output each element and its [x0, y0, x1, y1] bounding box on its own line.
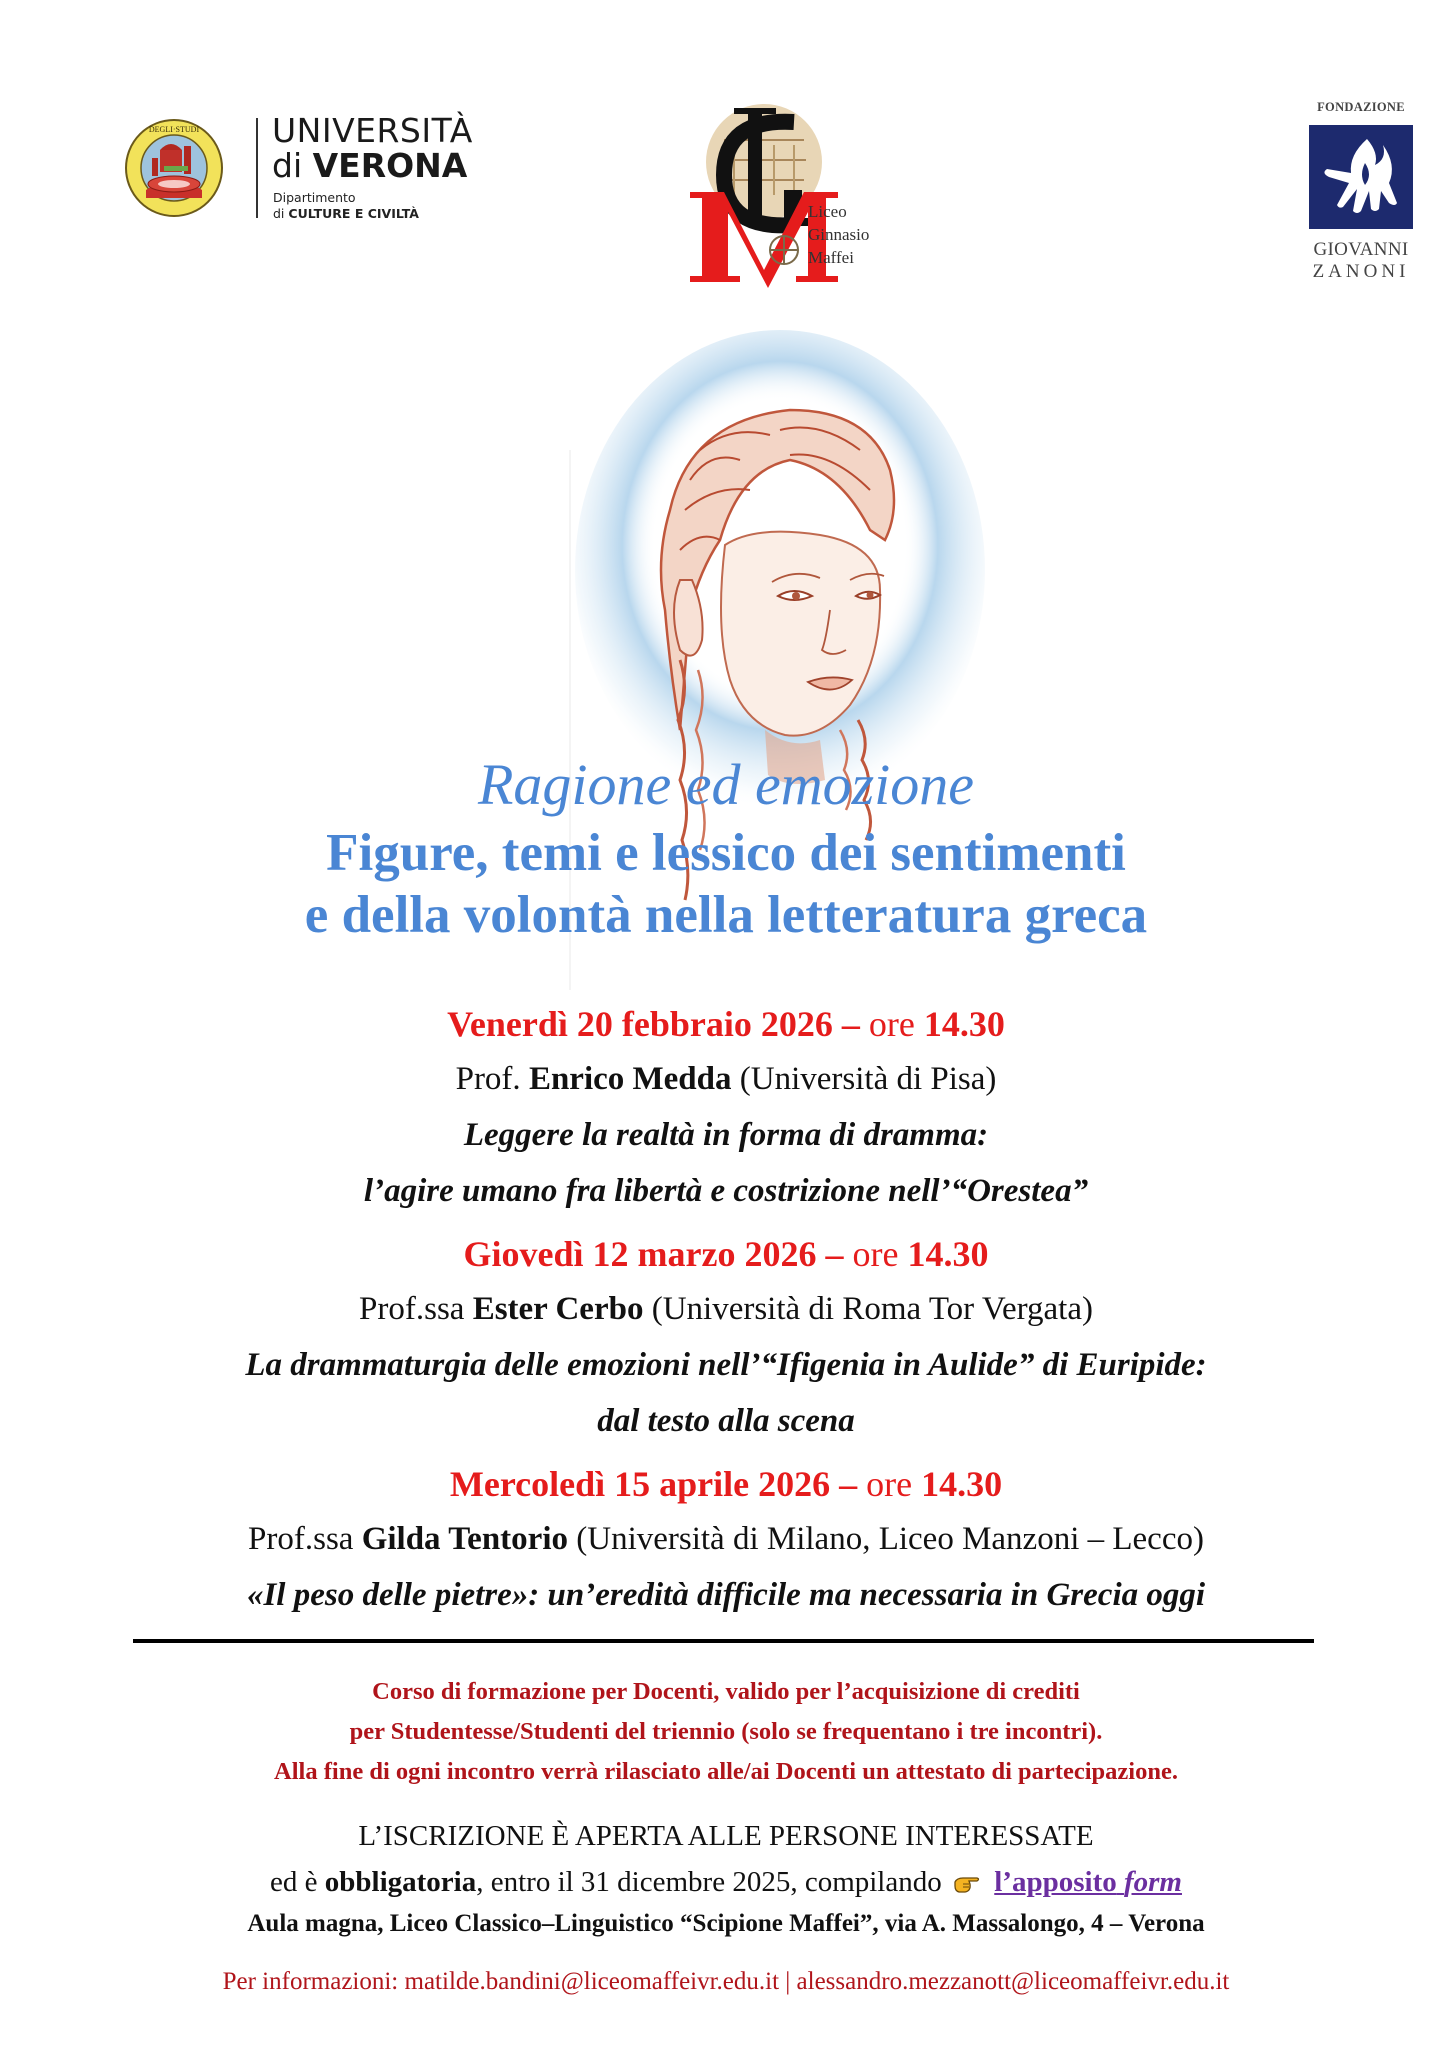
note-line2: per Studentesse/Studenti del triennio (solo se frequentano i tre incontri). [349, 1718, 1103, 1745]
liceo-name: Liceo Ginnasio Maffei [808, 202, 870, 267]
event-1-talk-line1: Leggere la realtà in forma di dramma: [463, 1117, 989, 1153]
event-2-date: Giovedì 12 marzo 2026 – ore 14.30 [463, 1234, 989, 1274]
event-2-talk-line1: La drammaturgia delle emozioni nell’“Ifigenia in Aulide” di Euripide: [245, 1347, 1207, 1383]
event-subtitle-line1: Figure, temi e lessico dei sentimenti [326, 824, 1126, 882]
event-2-talk-line2: dal testo alla scena [597, 1403, 855, 1439]
fondazione-name-line1: GIOVANNI [1313, 239, 1409, 260]
note-line1: Corso di formazione per Docenti, valido per l’acquisizione di crediti [372, 1678, 1080, 1705]
separator-line [133, 1639, 1314, 1643]
event-1-date: Venerdì 20 febbraio 2026 – ore 14.30 [447, 1004, 1005, 1044]
department-line1: Dipartimento [273, 190, 356, 205]
event-1-speaker: Prof. Enrico Medda (Università di Pisa) [455, 1061, 997, 1097]
registration-heading: L’ISCRIZIONE È APERTA ALLE PERSONE INTERESSATE [358, 1820, 1094, 1852]
divider [256, 118, 258, 218]
event-2-speaker: Prof.ssa Ester Cerbo (Università di Roma Tor Vergata) [359, 1291, 1093, 1327]
fondazione-zanoni-logo [1300, 100, 1422, 290]
event-3-date: Mercoledì 15 aprile 2026 – ore 14.30 [449, 1464, 1003, 1504]
event-title: Ragione ed emozione [477, 752, 975, 817]
registration-details: ed è obbligatoria, entro il 31 dicembre 2025, compilando l’apposito form [270, 1866, 1182, 1898]
hand-flame-icon [1309, 125, 1413, 229]
note-line3: Alla fine di ogni incontro verrà rilasciato alle/ai Docenti un attestato di partecipazione. [274, 1758, 1178, 1785]
liceo-maffei-logo [684, 100, 894, 292]
contact-info: Per informazioni: matilde.bandini@liceomaffeivr.edu.it | alessandro.mezzanott@liceomaffeivr.edu.it [222, 1968, 1230, 1995]
fondazione-label: FONDAZIONE [1317, 100, 1405, 114]
event-1-talk-line2: l’agire umano fra libertà e costrizione nell’“Orestea” [363, 1173, 1089, 1209]
department-line2: di CULTURE E CIVILTÀ [273, 206, 419, 221]
svg-text:DEGLI·STUDI: DEGLI·STUDI [148, 125, 200, 134]
event-subtitle-line2: e della volontà nella letteratura greca [304, 886, 1148, 944]
fondazione-name-line2: ZANONI [1312, 261, 1410, 282]
university-name-line2: di VERONA [272, 146, 468, 185]
event-3-speaker: Prof.ssa Gilda Tentorio (Università di Milano, Liceo Manzoni – Lecco) [248, 1521, 1204, 1557]
university-crest-icon [124, 118, 224, 218]
pointing-hand-icon [953, 1872, 981, 1894]
univr-logo [118, 111, 473, 224]
venue-address: Aula magna, Liceo Classico–Linguistico “Scipione Maffei”, via A. Massalongo, 4 – Verona [247, 1910, 1205, 1937]
event-3-talk-line1: «Il peso delle pietre»: un’eredità difficile ma necessaria in Grecia oggi [246, 1577, 1206, 1613]
university-name-line1: UNIVERSITÀ [272, 111, 473, 150]
registration-form-link[interactable]: l’apposito form [994, 1866, 1182, 1898]
